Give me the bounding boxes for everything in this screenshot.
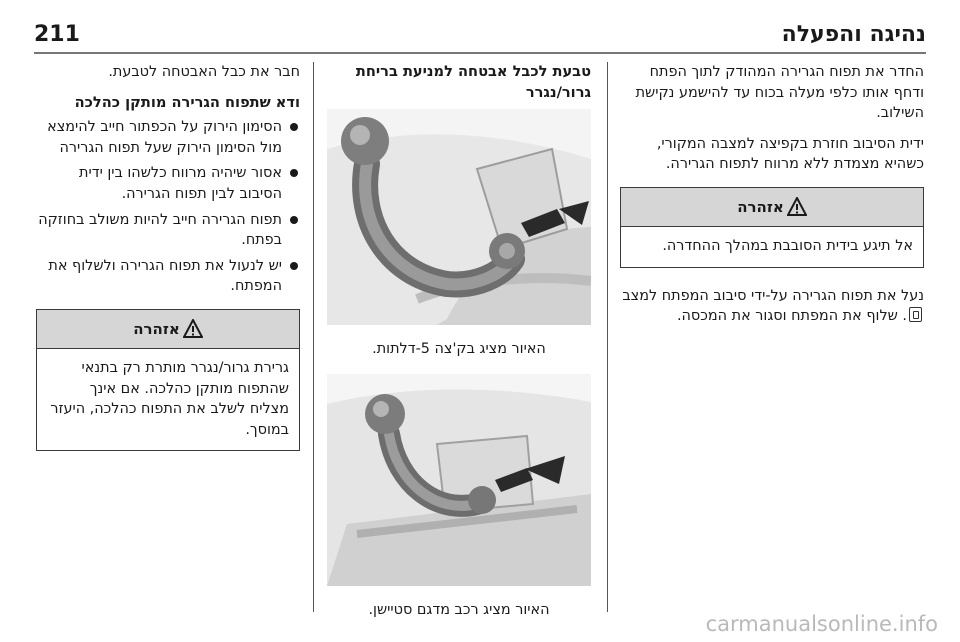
header-divider (34, 52, 926, 54)
paragraph-lock-part1: נעל את תפוח הגרירה על-ידי סיבוב המפתח למצב (622, 287, 924, 304)
bullet-dot-icon (290, 262, 298, 270)
list-item: אסור שיהיה מרווח כלשהו בין ידית הסיבוב לבין תפוח הגרירה. (36, 163, 300, 204)
warning-triangle-icon (787, 197, 807, 216)
list-item: הסימון הירוק על הכפתור חייב להימצא מול הסימון הירוק שעל תפוח הגרירה (36, 117, 300, 158)
column-divider-right (607, 62, 608, 612)
page-header (0, 0, 960, 56)
paragraph-lock (620, 286, 924, 327)
warning-header (621, 188, 923, 227)
paragraph-attach-cable: חבר את כבל האבטחה לטבעת. (108, 64, 300, 80)
warning-header (37, 310, 299, 349)
section-heading-check: ודא שתפוח הגרירה מותקן כהלכה (74, 93, 300, 111)
bullet-dot-icon (290, 216, 298, 224)
warning-label: אזהרה (133, 319, 180, 338)
caption-wagon: האיור מציג רכב מדגם סטיישן. (368, 601, 550, 618)
warning-box-towing (36, 309, 300, 451)
towbar-photo-wagon (327, 374, 591, 586)
paragraph-lock-part2: . שלוף את המפתח וסגור את המכסה. (676, 308, 907, 325)
page-number: 211 (34, 22, 80, 47)
section-heading-safety-eye: טבעת לכבל אבטחה למניעת בריחת גרור/נגרר (355, 63, 591, 101)
paragraph-rotary-handle: ידית הסיבוב חוזרת בקפיצה למצבה המקורי, כשהיא מצמדת ללא מרווח לתפוח הגרירה. (656, 135, 924, 173)
bullet-dot-icon (290, 123, 298, 131)
paragraph-insert-ball: החדר את תפוח הגרירה המהודק לתוך הפתח ודחף אותו כלפי מעלה בכוח עד להישמע נקישת השילוב. (635, 64, 924, 122)
caption-hatchback: האיור מציג בק'צה 5-דלתות. (372, 341, 546, 358)
chapter-title: נהיגה והפעלה (781, 22, 926, 47)
lock-key-icon (909, 307, 922, 322)
towbar-photo-hatchback (327, 109, 591, 325)
list-item: יש לנעול את תפוח הגרירה ולשלוף את המפתח. (36, 256, 300, 297)
check-list (36, 117, 300, 297)
bullet-dot-icon (290, 169, 298, 177)
list-item: תפוח הגרירה חייב להיות משולב בחוזקה בפתח. (36, 210, 300, 251)
column-divider-left (313, 62, 314, 612)
warning-text: אל תיגע בידית הסובבת במהלך ההחדרה. (662, 237, 913, 254)
middle-column (327, 62, 591, 620)
right-column (620, 62, 924, 327)
watermark: carmanualsonline.info (705, 612, 938, 636)
warning-label: אזהרה (737, 197, 784, 216)
warning-box-insert (620, 187, 924, 268)
warning-text: גרירת גרור/נגרר מותרת רק בתנאי שהתפוח מותקן כהלכה. אם אינך מצליח לשלב את התפוח כהלכה, היעזר במוסך. (50, 359, 289, 438)
warning-triangle-icon (183, 319, 203, 338)
left-column (36, 62, 300, 469)
